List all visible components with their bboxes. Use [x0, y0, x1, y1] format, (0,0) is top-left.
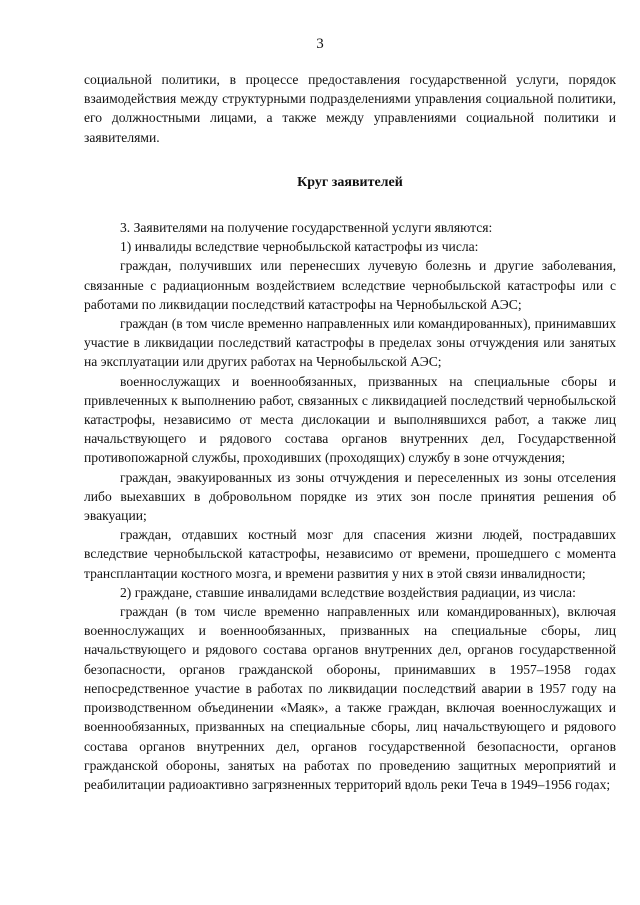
document-body	[84, 70, 616, 794]
paragraph: военнослужащих и военнообязанных, призванных на специальные сборы и привлеченных к выполнению работ, связанных с ликвидацией последствий чернобыльской катастрофы, независимо от места дислокации и выполнявшихся работ, а также лиц начальствующего и рядового состава органов внутренних дел, Государственной противопожарной службы, проходивших (проходящих) службу в зоне отчуждения;	[84, 373, 616, 466]
paragraph: граждан, получивших или перенесших лучевую болезнь и другие заболевания, связанные с радиационным воздействием вследствие чернобыльской катастрофы или с работами по ликвидации последствий катастрофы на Чернобыльской АЭС;	[84, 258, 616, 312]
paragraph: граждан (в том числе временно направленных или командированных), принимавших участие в ликвидации последствий катастрофы в пределах зоны отчуждения или занятых на эксплуатации или других работах на Чернобыльской АЭС;	[84, 316, 616, 370]
paragraph: граждан, эвакуированных из зоны отчуждения и переселенных из зоны отселения либо выехавших в добровольном порядке из этих зон после принятия решения об эвакуации;	[84, 469, 616, 524]
paragraph: граждан (в том числе временно направленных или командированных), включая военнослужащих и военнообязанных, призванных на специальные сборы, лиц начальствующего и рядового состава органов внутренних дел, органов государственной безопасности, органов гражданской обороны, принимавших в 1957–1958 годах непосредственное участие в работах по ликвидации последствий аварии в 1957 году на производственном объединении «Маяк», а также граждан, включая военнослужащих и военнообязанных, призванных на специальные сборы, лиц начальствующего и рядового состава органов внутренних дел, органов государственной безопасности, органов гражданской обороны, занятых на работах по проведению защитных мероприятий и реабилитации радиоактивно загрязненных территорий вдоль реки Теча в 1949–1956 годах;	[84, 604, 616, 792]
paragraph: 1) инвалиды вследствие чернобыльской катастрофы из числа:	[120, 239, 479, 255]
paragraph: 3. Заявителями на получение государственной услуги являются:	[120, 220, 493, 236]
paragraph: граждан, отдавших костный мозг для спасения жизни людей, пострадавших вследствие чернобыльской катастрофы, независимо от времени, прошедшего с момента трансплантации костного мозга, и времени развития у них в этой связи инвалидности;	[84, 527, 616, 581]
section-heading: Круг заявителей	[297, 174, 403, 190]
paragraph-continuation: социальной политики, в процессе предоставления государственной услуги, порядок взаимодействия между структурными подразделениями управления социальной политики, его должностными лицами, а также между управлениями социальной политики и заявителями.	[84, 72, 616, 145]
page-number: 3	[316, 36, 324, 52]
paragraph: 2) граждане, ставшие инвалидами вследствие воздействия радиации, из числа:	[120, 584, 576, 600]
